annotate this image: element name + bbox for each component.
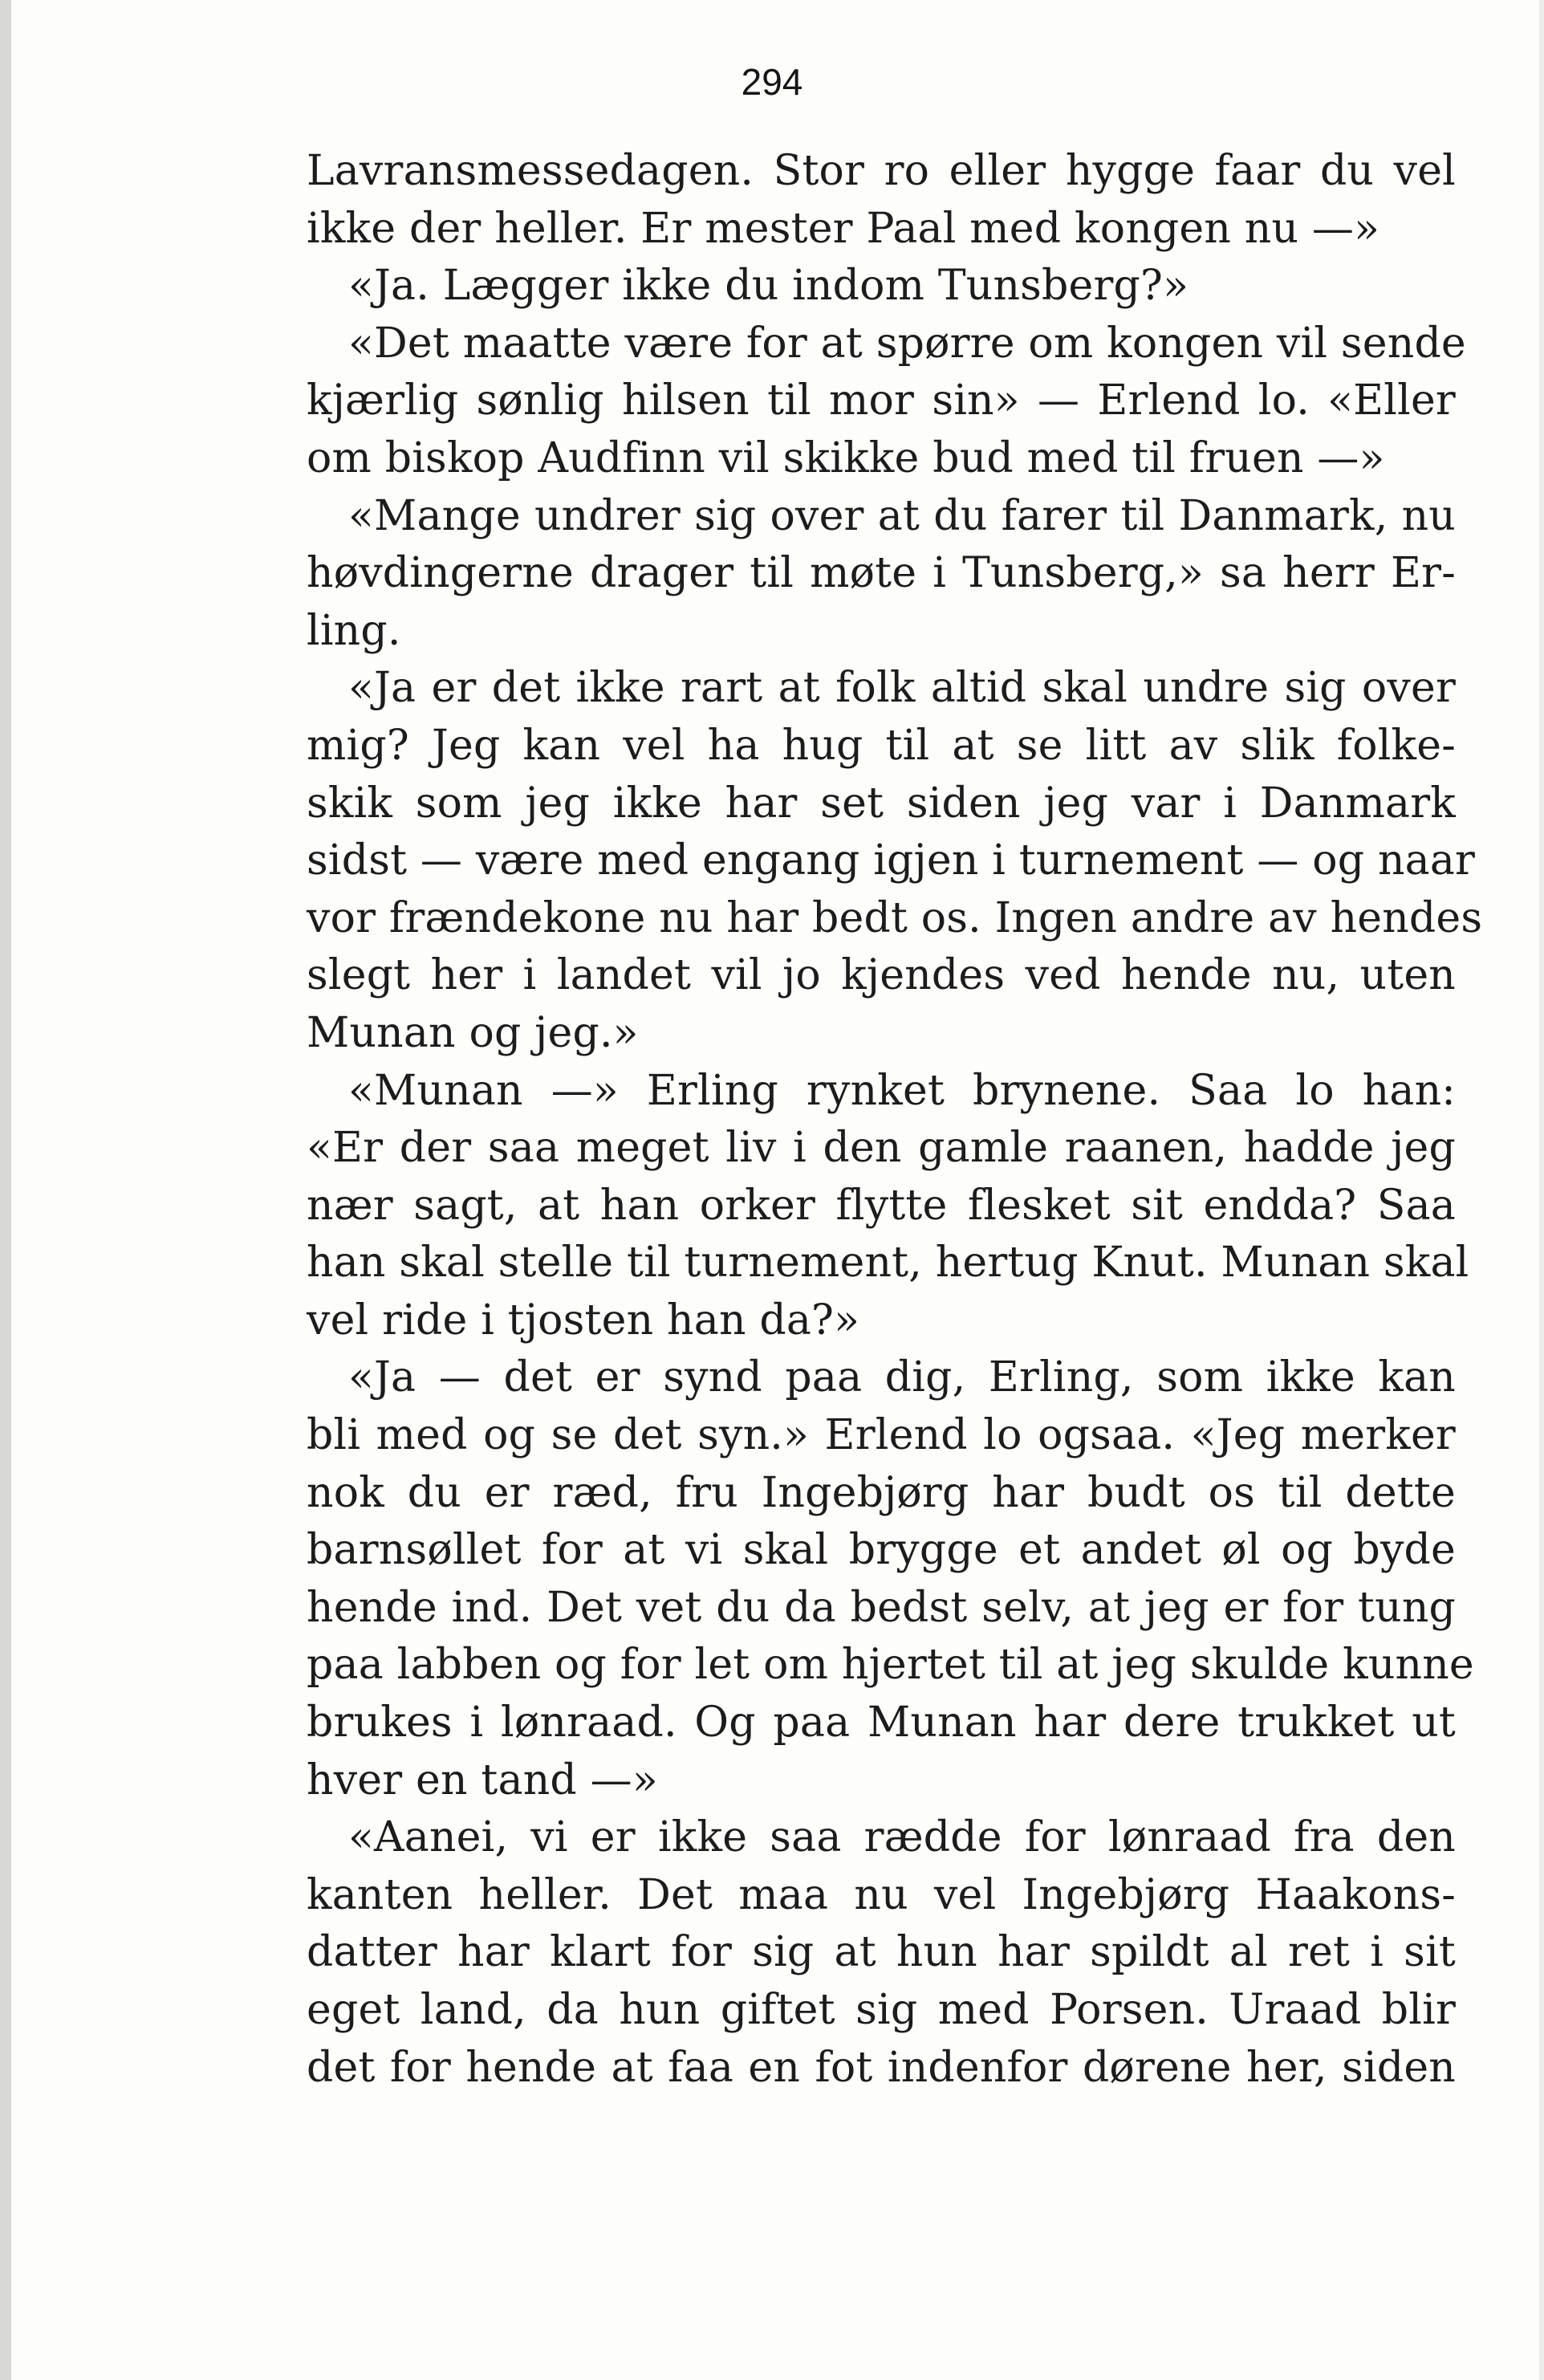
- text-line: nok du er ræd, fru Ingebjørg har budt os til dette: [307, 1468, 1456, 1517]
- text-line: «Det maatte være for at spørre om kongen vil sende: [348, 319, 1466, 368]
- text-line: Munan og jeg.»: [307, 1008, 639, 1057]
- text-line: sidst — være med engang igjen i turnement — og naar: [307, 836, 1476, 885]
- text-line: han skal stelle til turnement, hertug Knut. Munan skal: [307, 1239, 1469, 1288]
- text-line: mig? Jeg kan vel ha hug til at se litt av slik folke-: [307, 721, 1456, 770]
- text-line: «Ja — det er synd paa dig, Erling, som ikke kan: [348, 1353, 1456, 1402]
- text-line: «Er der saa meget liv i den gamle raanen, hadde jeg: [307, 1124, 1456, 1173]
- text-line: slegt her i landet vil jo kjendes ved hende nu, uten: [307, 951, 1456, 1000]
- text-line: «Ja. Lægger ikke du indom Tunsberg?»: [348, 262, 1189, 311]
- text-line: «Aanei, vi er ikke saa rædde for lønraad fra den: [348, 1813, 1456, 1862]
- text-line: ikke der heller. Er mester Paal med kongen nu —»: [307, 204, 1380, 253]
- text-line: hende ind. Det vet du da bedst selv, at jeg er for tung: [307, 1583, 1456, 1632]
- text-line: «Munan —» Erling rynket brynene. Saa lo han:: [348, 1066, 1456, 1115]
- text-line: nær sagt, at han orker flytte flesket sit endda? Saa: [307, 1181, 1456, 1230]
- text-line: kjærlig sønlig hilsen til mor sin» — Erlend lo. «Eller: [307, 376, 1456, 425]
- text-line: «Ja er det ikke rart at folk altid skal undre sig over: [348, 664, 1456, 713]
- text-line: skik som jeg ikke har set siden jeg var i Danmark: [307, 779, 1456, 828]
- text-line: bli med og se det syn.» Erlend lo ogsaa. «Jeg merker: [307, 1411, 1456, 1460]
- text-line: eget land, da hun giftet sig med Porsen. Uraad blir: [307, 1986, 1456, 2034]
- text-line: kanten heller. Det maa nu vel Ingebjørg Haakons-: [307, 1870, 1456, 1919]
- page-number: 294: [741, 61, 803, 103]
- page-left-edge: [0, 0, 11, 2380]
- text-line: Lavransmessedagen. Stor ro eller hygge faar du vel: [307, 147, 1456, 195]
- text-line: om biskop Audfinn vil skikke bud med til fruen —»: [307, 433, 1385, 482]
- body-text: [307, 143, 1483, 2097]
- text-line: ling.: [307, 606, 401, 655]
- text-line: vel ride i tjosten han da?»: [307, 1296, 860, 1345]
- text-line: det for hende at faa en fot indenfor dørene her, siden: [307, 2043, 1456, 2092]
- text-line: brukes i lønraad. Og paa Munan har dere trukket ut: [307, 1699, 1456, 1747]
- text-line: barnsøllet for at vi skal brygge et andet øl og byde: [307, 1526, 1456, 1575]
- text-line: paa labben og for let om hjertet til at jeg skulde kunne: [307, 1641, 1474, 1690]
- text-line: datter har klart for sig at hun har spildt al ret i sit: [307, 1928, 1456, 1977]
- text-line: vor frændekone nu har bedt os. Ingen andre av hendes: [307, 893, 1483, 942]
- text-line: hver en tand —»: [307, 1756, 658, 1804]
- text-line: «Mange undrer sig over at du farer til Danmark, nu: [348, 491, 1456, 540]
- page-right-edge: [1539, 0, 1544, 2380]
- text-line: høvdingerne drager til møte i Tunsberg,» sa herr Er-: [307, 549, 1456, 598]
